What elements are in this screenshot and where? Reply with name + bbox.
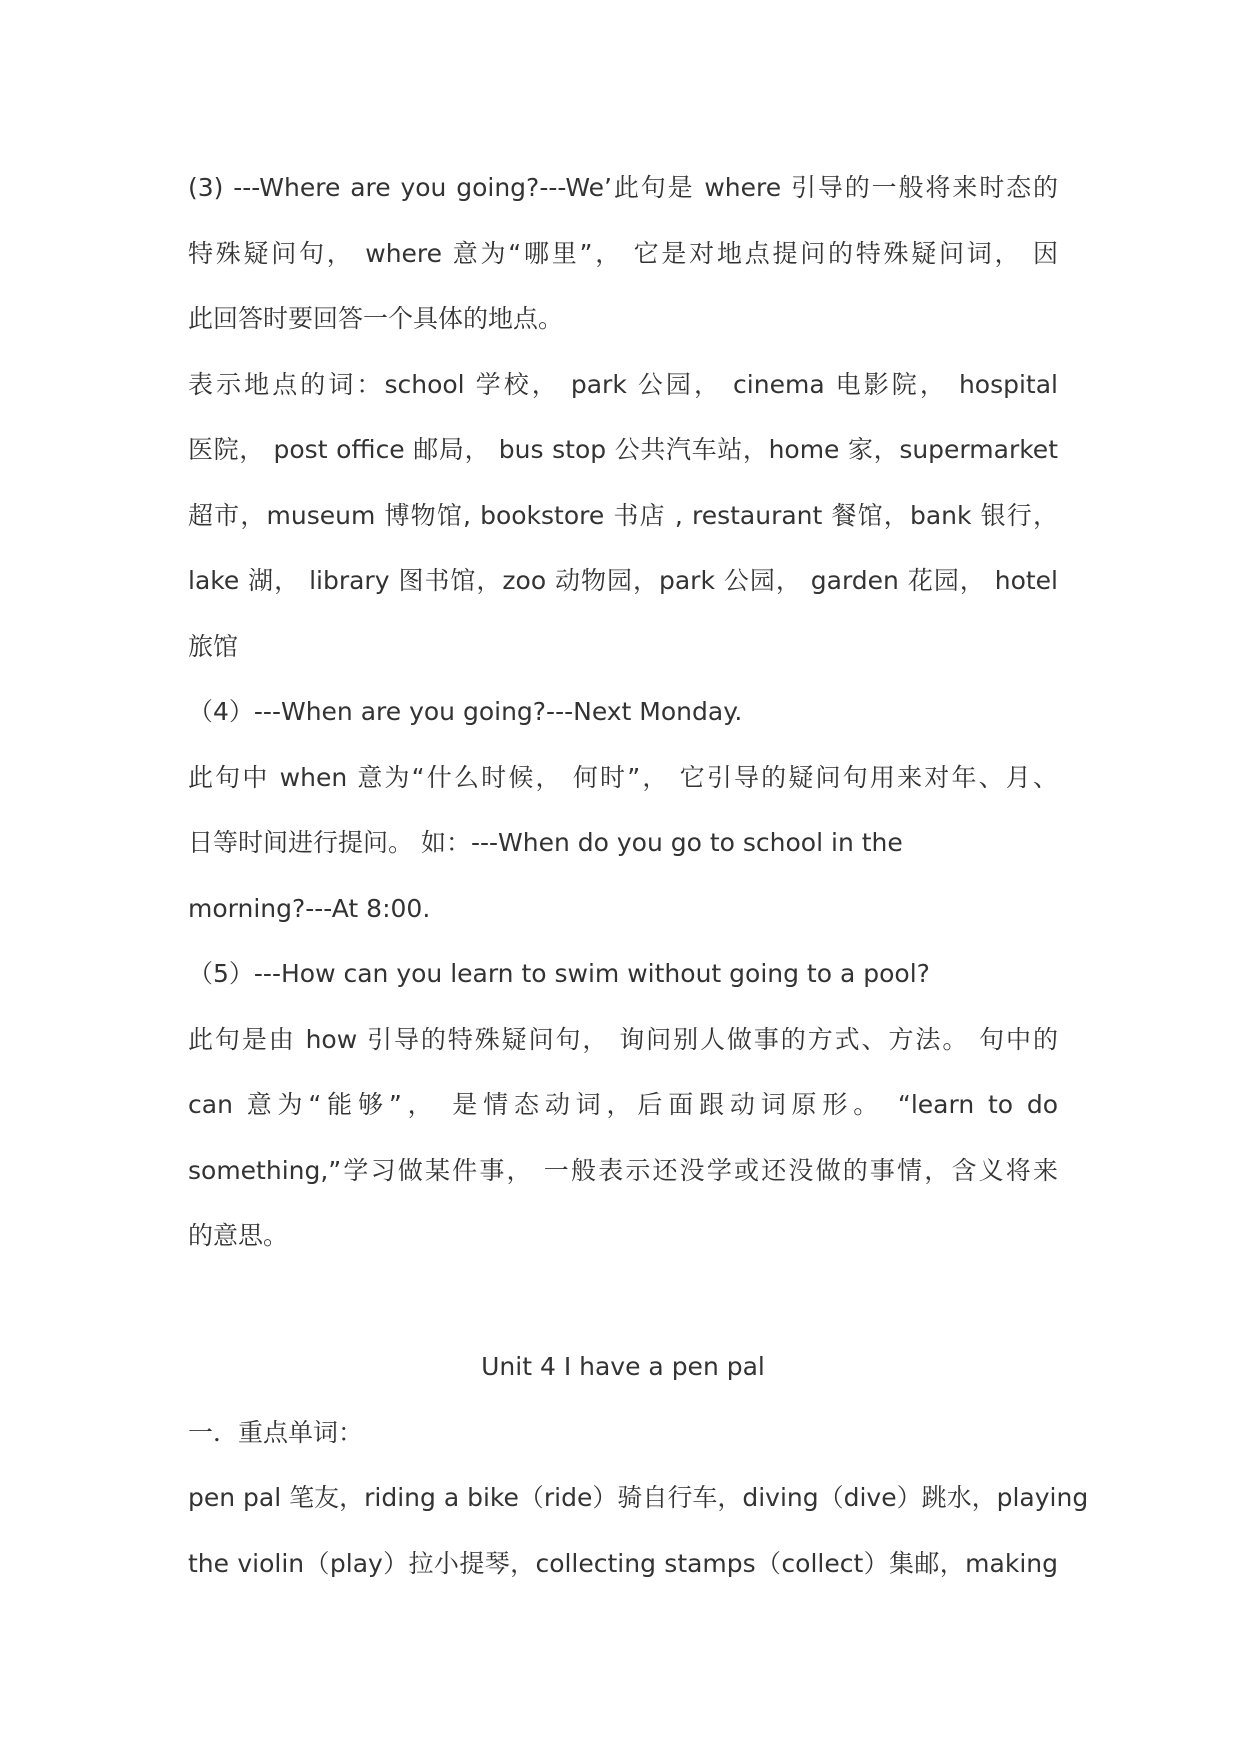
- text-line: （5）---How can you learn to swim without going to a pool?: [188, 959, 930, 988]
- text-line: 表示地点的词：school 学校， park 公园， cinema 电影院， hospital: [188, 369, 1058, 399]
- text-line: 日等时间进行提问。 如：---When do you go to school in the: [188, 828, 903, 857]
- text-line: 此回答时要回答一个具体的地点。: [188, 304, 564, 333]
- text-line: 的意思。: [188, 1221, 289, 1250]
- section-heading: 一．重点单词：: [188, 1417, 364, 1447]
- unit-4-section: [188, 1334, 1089, 1596]
- text-line: something,”学习做某件事， 一般表示还没学或还没做的事情，含义将来: [188, 1155, 1058, 1185]
- text-line: the violin（play）拉小提琴，collecting stamps（collect）集邮，making: [188, 1548, 1058, 1578]
- document-body: [188, 155, 1089, 1596]
- section-4-when-explanation: [188, 679, 1058, 941]
- text-line: 医院， post office 邮局， bus stop 公共汽车站，home 家，supermarket: [188, 435, 1058, 464]
- text-line: 超市，museum 博物馆, bookstore 书店 , restaurant 餐馆，bank 银行，: [188, 500, 1058, 530]
- text-line: 特殊疑问句， where 意为“哪里”， 它是对地点提问的特殊疑问词， 因: [188, 238, 1058, 268]
- text-line: (3) ---Where are you going?---We’此句是 where 引导的一般将来时态的: [188, 173, 1058, 202]
- text-line: pen pal 笔友，riding a bike（ride）骑自行车，diving（dive）跳水，playing: [188, 1483, 1089, 1512]
- place-words-list: [188, 352, 1058, 680]
- section-3-where-explanation: [188, 155, 1058, 352]
- text-line: 旅馆: [188, 631, 239, 661]
- text-line: （4）---When are you going?---Next Monday.: [188, 697, 743, 726]
- text-line: 此句中 when 意为“什么时候， 何时”， 它引导的疑问句用来对年、月、: [188, 762, 1058, 792]
- text-line: can 意为“能够”， 是情态动词，后面跟动词原形。 “learn to do: [188, 1090, 1058, 1119]
- text-line: morning?---At 8:00.: [188, 893, 431, 923]
- unit-title: Unit 4 I have a pen pal: [481, 1352, 765, 1381]
- blank-spacer: [188, 1269, 1058, 1335]
- text-line: lake 湖， library 图书馆，zoo 动物园，park 公园， garden 花园， hotel: [188, 566, 1058, 595]
- text-line: 此句是由 how 引导的特殊疑问句， 询问别人做事的方式、方法。 句中的: [188, 1024, 1058, 1054]
- section-5-how-explanation: [188, 941, 1058, 1269]
